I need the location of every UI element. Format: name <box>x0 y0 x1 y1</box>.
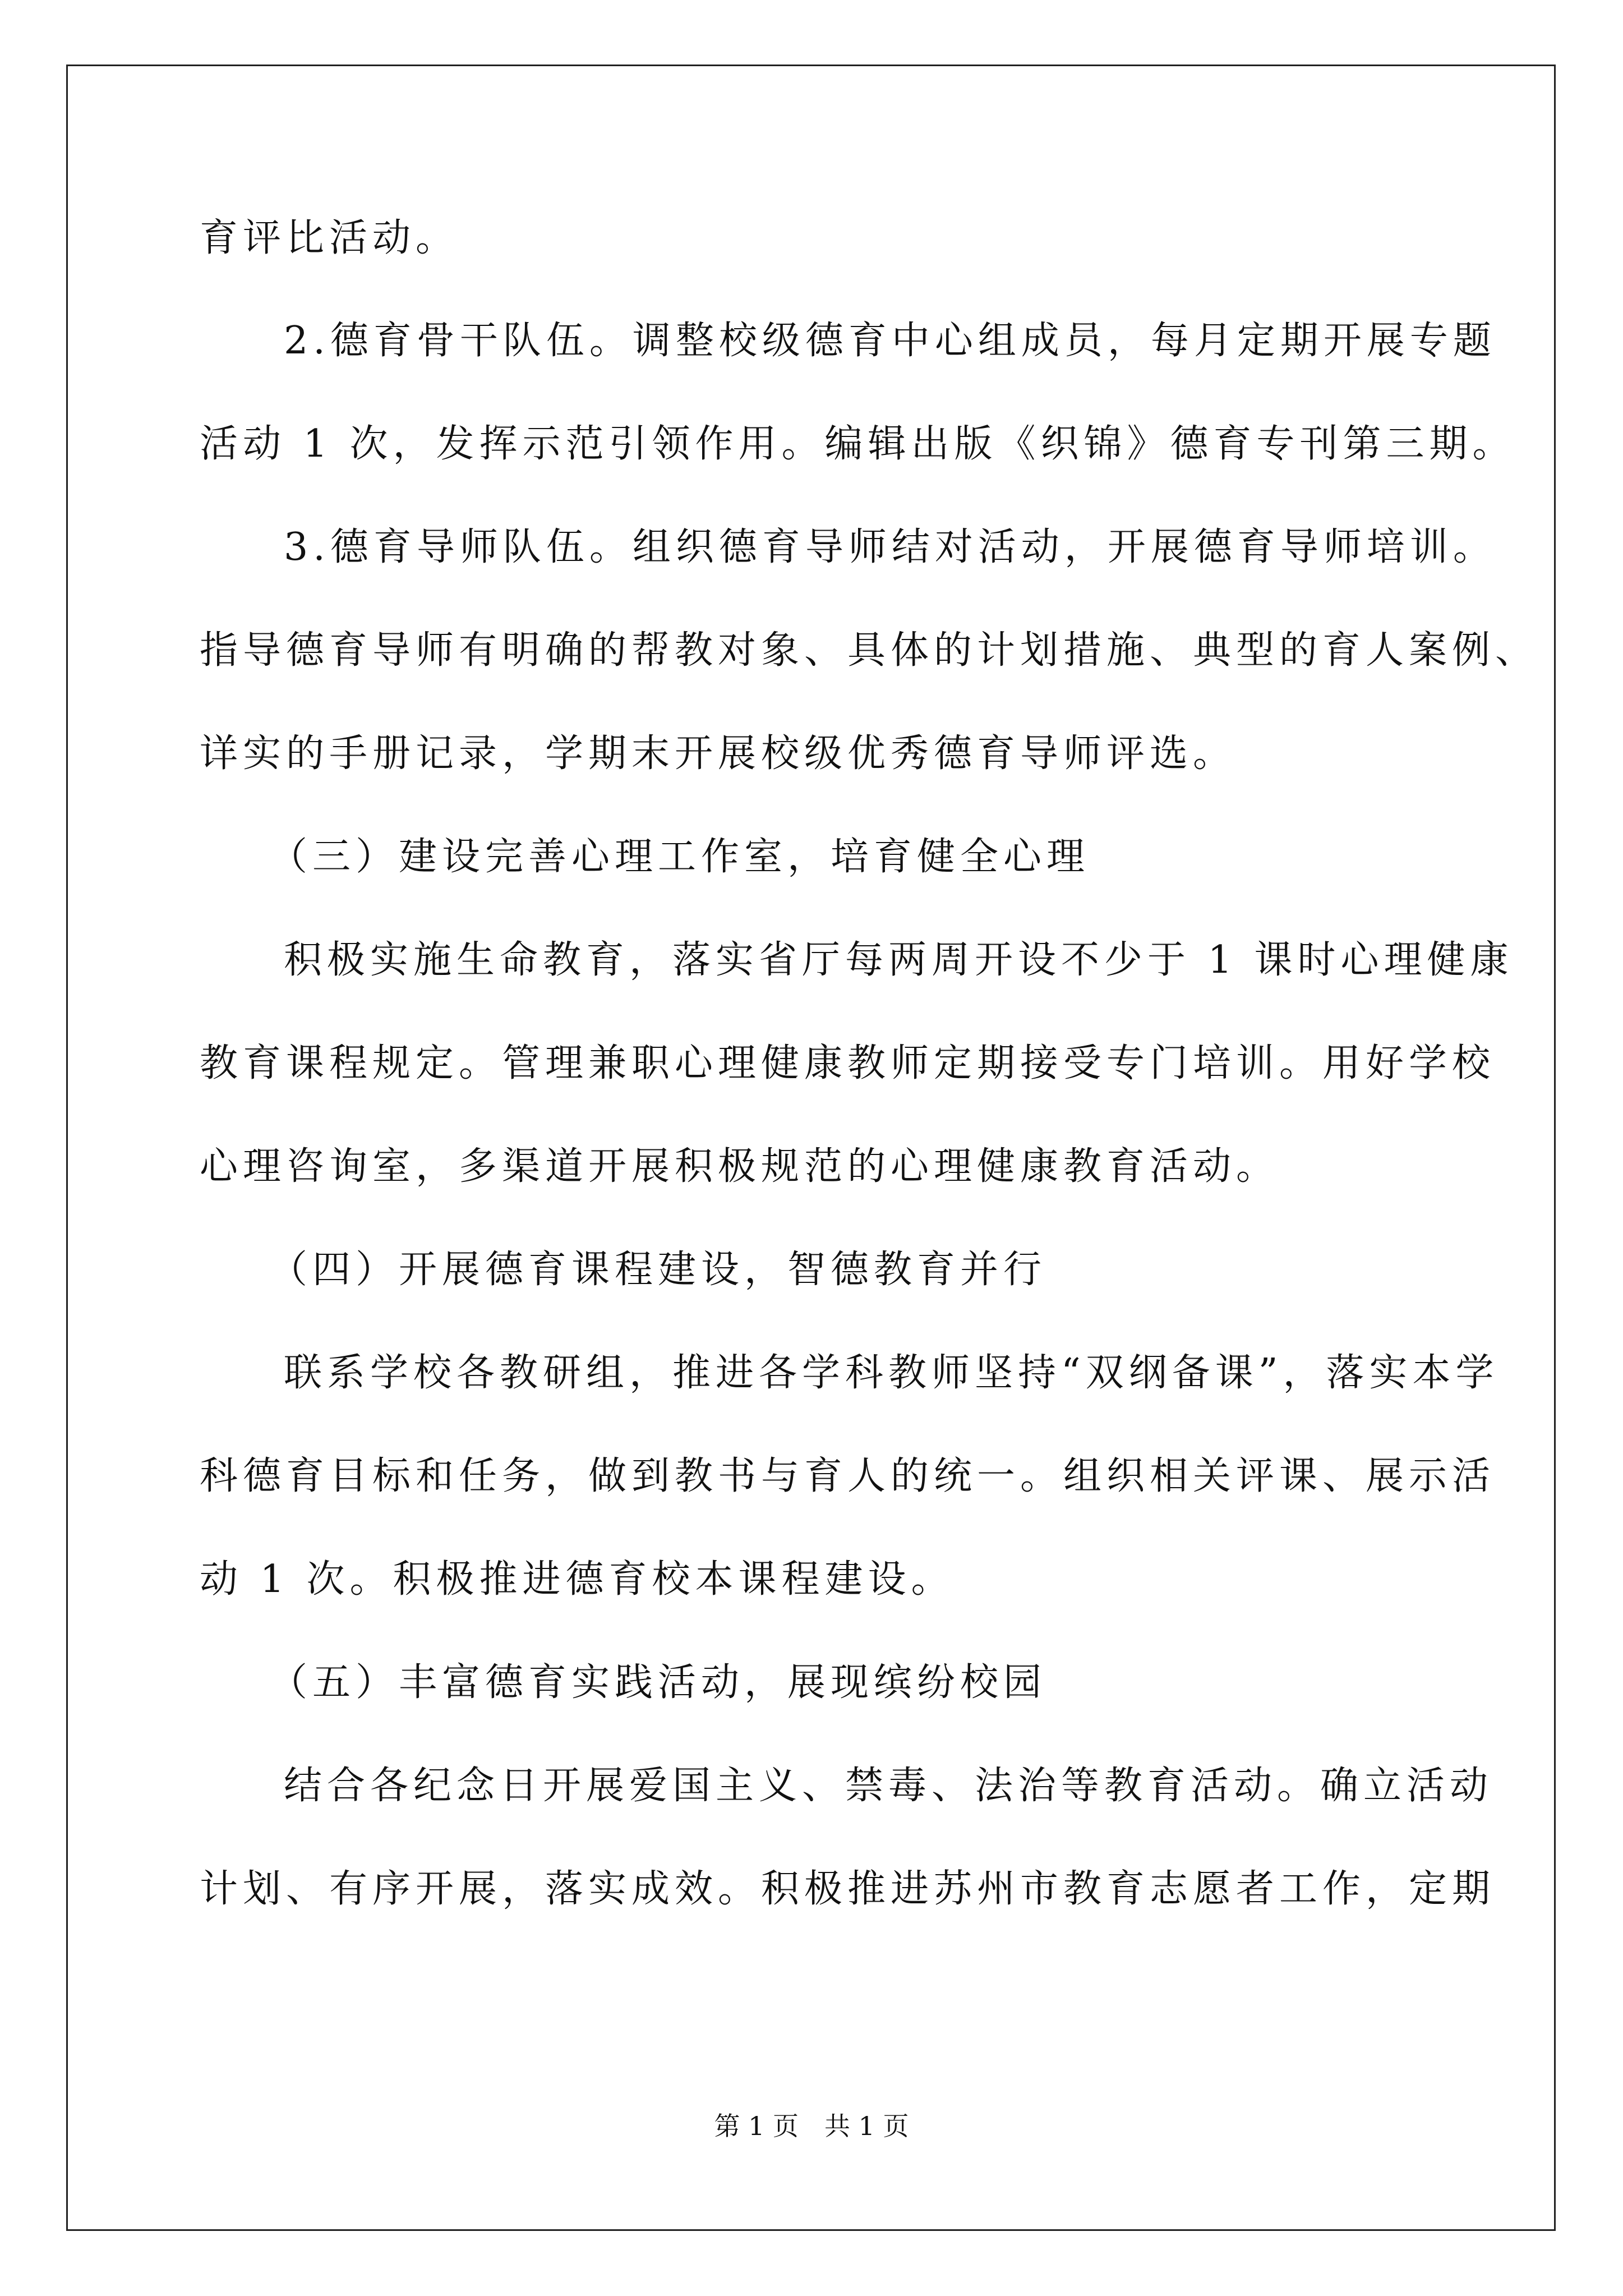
body-line: 3.德育导师队伍。组织德育导师结对活动，开展德育导师培训。 <box>284 525 1496 569</box>
body-line: 积极实施生命教育，落实省厅每两周开设不少于 1 课时心理健康 <box>284 938 1514 982</box>
section-heading: （四）开展德育课程建设，智德教育并行 <box>269 1248 1047 1292</box>
body-line: 2.德育骨干队伍。调整校级德育中心组成员，每月定期开展专题 <box>284 319 1496 363</box>
page-footer: 第 1 页 共 1 页 <box>714 2111 909 2141</box>
body-line: 科德育目标和任务，做到教书与育人的统一。组织相关评课、展示活 <box>200 1454 1496 1498</box>
body-line: 动 1 次。积极推进德育校本课程建设。 <box>200 1557 955 1602</box>
body-line: 结合各纪念日开展爱国主义、禁毒、法治等教育活动。确立活动 <box>284 1764 1493 1808</box>
body-line: 联系学校各教研组，推进各学科教师坚持“双纲备课”，落实本学 <box>284 1351 1499 1395</box>
body-line: 教育课程规定。管理兼职心理健康教师定期接受专门培训。用好学校 <box>200 1041 1496 1085</box>
body-line: 育评比活动。 <box>200 216 459 260</box>
section-heading: （五）丰富德育实践活动，展现缤纷校园 <box>269 1660 1047 1705</box>
section-heading: （三）建设完善心理工作室，培育健全心理 <box>269 835 1090 879</box>
body-line: 计划、有序开展，落实成效。积极推进苏州市教育志愿者工作，定期 <box>200 1867 1496 1911</box>
body-line: 心理咨询室，多渠道开展积极规范的心理健康教育活动。 <box>200 1144 1280 1189</box>
body-line: 详实的手册记录，学期末开展校级优秀德育导师评选。 <box>200 731 1237 776</box>
body-line: 指导德育导师有明确的帮教对象、具体的计划措施、典型的育人案例、 <box>200 628 1539 673</box>
body-line: 活动 1 次，发挥示范引领作用。编辑出版《织锦》德育专刊第三期。 <box>200 422 1516 466</box>
